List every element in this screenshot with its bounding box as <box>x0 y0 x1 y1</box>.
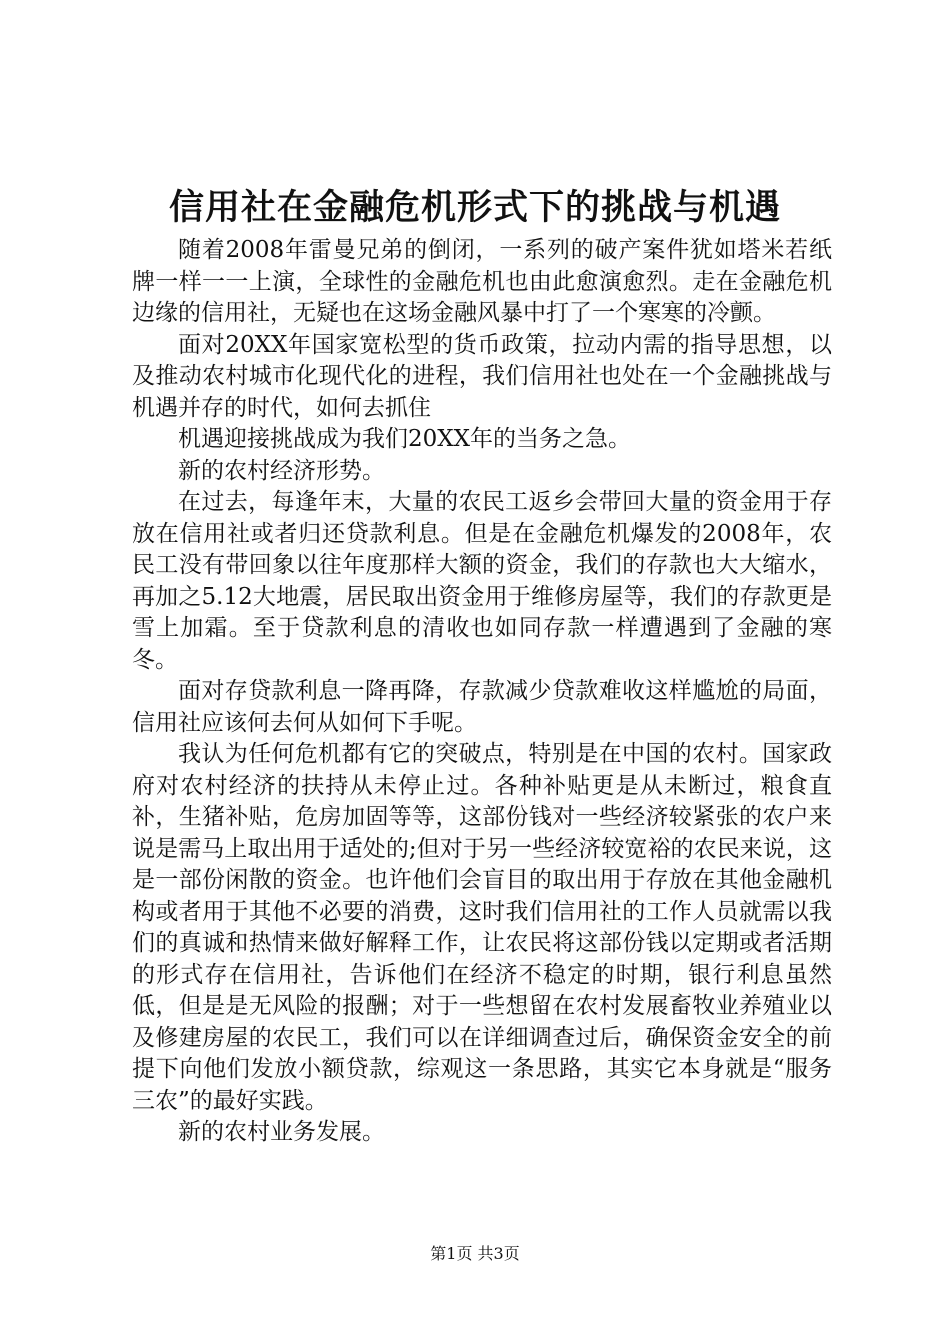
paragraph: 新的农村经济形势。 <box>178 457 385 484</box>
paragraph: 面对存贷款利息一降再降，存款减少贷款难收这样尴尬的局面，信用社应该何去何从如何下手呢。 <box>132 678 832 736</box>
paragraph: 新的农村业务发展。 <box>178 1119 385 1145</box>
paragraph: 机遇迎接挑战成为我们20XX年的当务之急。 <box>178 426 632 452</box>
document-title: 信用社在金融危机形式下的挑战与机遇 <box>168 187 781 228</box>
paragraph: 随着2008年雷曼兄弟的倒闭，一系列的破产案件犹如塔米若纸牌一样一一上演，全球性的金融危机也由此愈演愈烈。走在金融危机边缘的信用社，无疑也在这场金融风暴中打了一个寒寒的冷颤。 <box>132 237 832 326</box>
paragraph: 我认为任何危机都有它的突破点，特别是在中国的农村。国家政府对农村经济的扶持从未停止过。各种补贴更是从未断过，粮食直补，生猪补贴，危房加固等等，这部份钱对一些经济较紧张的农户来说是需马上取出用于适处的;但对于另一些经济较宽裕的农民来说，这是一部份闲散的资金。也许他们会盲目的取出用于存放在其他金融机构或者用于其他不必要的消费，这时我们信用社的工作人员就需以我们的真诚和热情来做好解释工作，让农民将这部份钱以定期或者活期的形式存在信用社，告诉他们在经济不稳定的时期，银行利息虽然低，但是是无风险的报酬；对于一些想留在农村发展畜牧业养殖业以及修建房屋的农民工，我们可以在详细调查过后，确保资金安全的前提下向他们发放小额贷款，综观这一条思路，其实它本身就是“服务三农”的最好实践。 <box>132 741 832 1114</box>
paragraph: 面对20XX年国家宽松型的货币政策，拉动内需的指导思想，以及推动农村城市化现代化的进程，我们信用社也处在一个金融挑战与机遇并存的时代，如何去抓住 <box>132 331 832 421</box>
page-number-footer: 第1页 共3页 <box>430 1244 520 1263</box>
document-body <box>132 235 832 1149</box>
paragraph: 在过去，每逢年末，大量的农民工返乡会带回大量的资金用于存放在信用社或者归还贷款利息。但是在金融危机爆发的2008年，农民工没有带回象以往年度那样大额的资金，我们的存款也大大缩水，再加之5.12大地震，居民取出资金用于维修房屋等，我们的存款更是雪上加霜。至于贷款利息的清收也如同存款一样遭遇到了金融的寒冬。 <box>132 489 832 673</box>
